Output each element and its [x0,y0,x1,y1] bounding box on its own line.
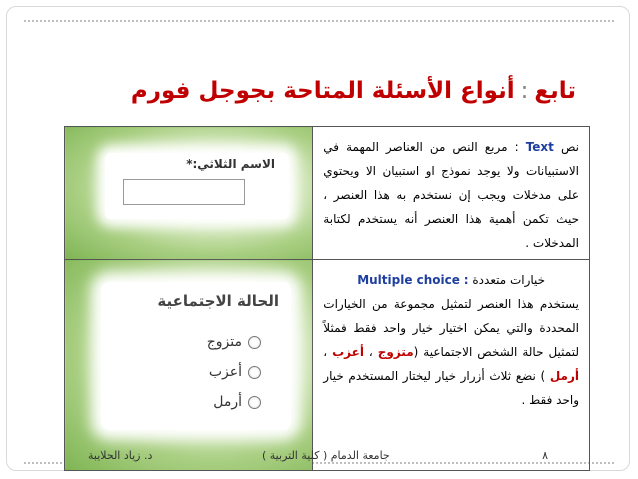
top-dotted-divider [24,20,614,22]
radio-choice [213,394,261,410]
radio-choice [207,334,261,350]
heading-colon: : [463,273,469,287]
option-widowed: أرمل [549,369,579,383]
separator-2: ، [323,345,333,359]
title-separator: : [520,78,529,104]
description-part-a: يستخدم هذا العنصر لتمثيل مجموعة من الخيارات المحددة والتي يمكن اختيار خيار واحد فقط فمثلاً لتمثيل حالة الشخص الاجتماعية ( [323,297,579,359]
table-row [65,260,590,471]
footer-author: د. زياد الحلايبة [88,449,153,462]
footer-page-number: ٨ [542,449,548,462]
option-married: متزوج [377,345,414,359]
content-table [64,126,590,471]
radio-label: أرمل [213,394,242,410]
text-input-box [123,179,245,205]
label-english: Text [525,140,554,154]
title-prefix: تابع [534,78,576,104]
radio-group-heading: الحالة الاجتماعية [157,292,279,310]
radio-group-mockup [101,282,291,430]
radio-button-icon [248,396,261,409]
radio-button-icon [248,366,261,379]
option-single: أعزب [332,345,364,359]
field-label: الاسم الثلاثي:* [186,157,275,171]
multiple-choice-description-cell [313,260,590,471]
text-field-example-image [65,127,313,260]
text-field-mockup [105,153,289,219]
multiple-choice-example-image [65,260,313,471]
label-prefix: نص [560,140,579,154]
description-part-b: ) نضع ثلاث أزرار خيار ليختار المستخدم خيار واحد فقط . [323,369,579,407]
footer-institution: جامعة الدمام ( كلية التربية ) [262,449,390,462]
slide-title [131,78,576,104]
separator-1: ، [363,345,378,359]
multiple-choice-heading [323,268,579,292]
text-description-cell [313,127,590,260]
radio-label: أعزب [208,364,242,380]
table-row [65,127,590,260]
radio-choice [209,364,261,380]
heading-arabic: خيارات متعددة [472,273,546,287]
heading-english: Multiple choice [357,273,460,287]
radio-button-icon [248,336,261,349]
radio-label: متزوج [206,334,242,350]
title-main: أنواع الأسئلة المتاحة بجوجل فورم [130,78,515,104]
text-description: : مربع النص من العناصر المهمة في الاستبيانات ولا يوجد نموذج او استبيان الا ويحتوي على مدخلات ويجب إن نستخدم به هذا العنصر ، حيث تكمن أهمية هذا العنصر أنه يستخدم لكتابة المدخلات . [323,140,579,250]
